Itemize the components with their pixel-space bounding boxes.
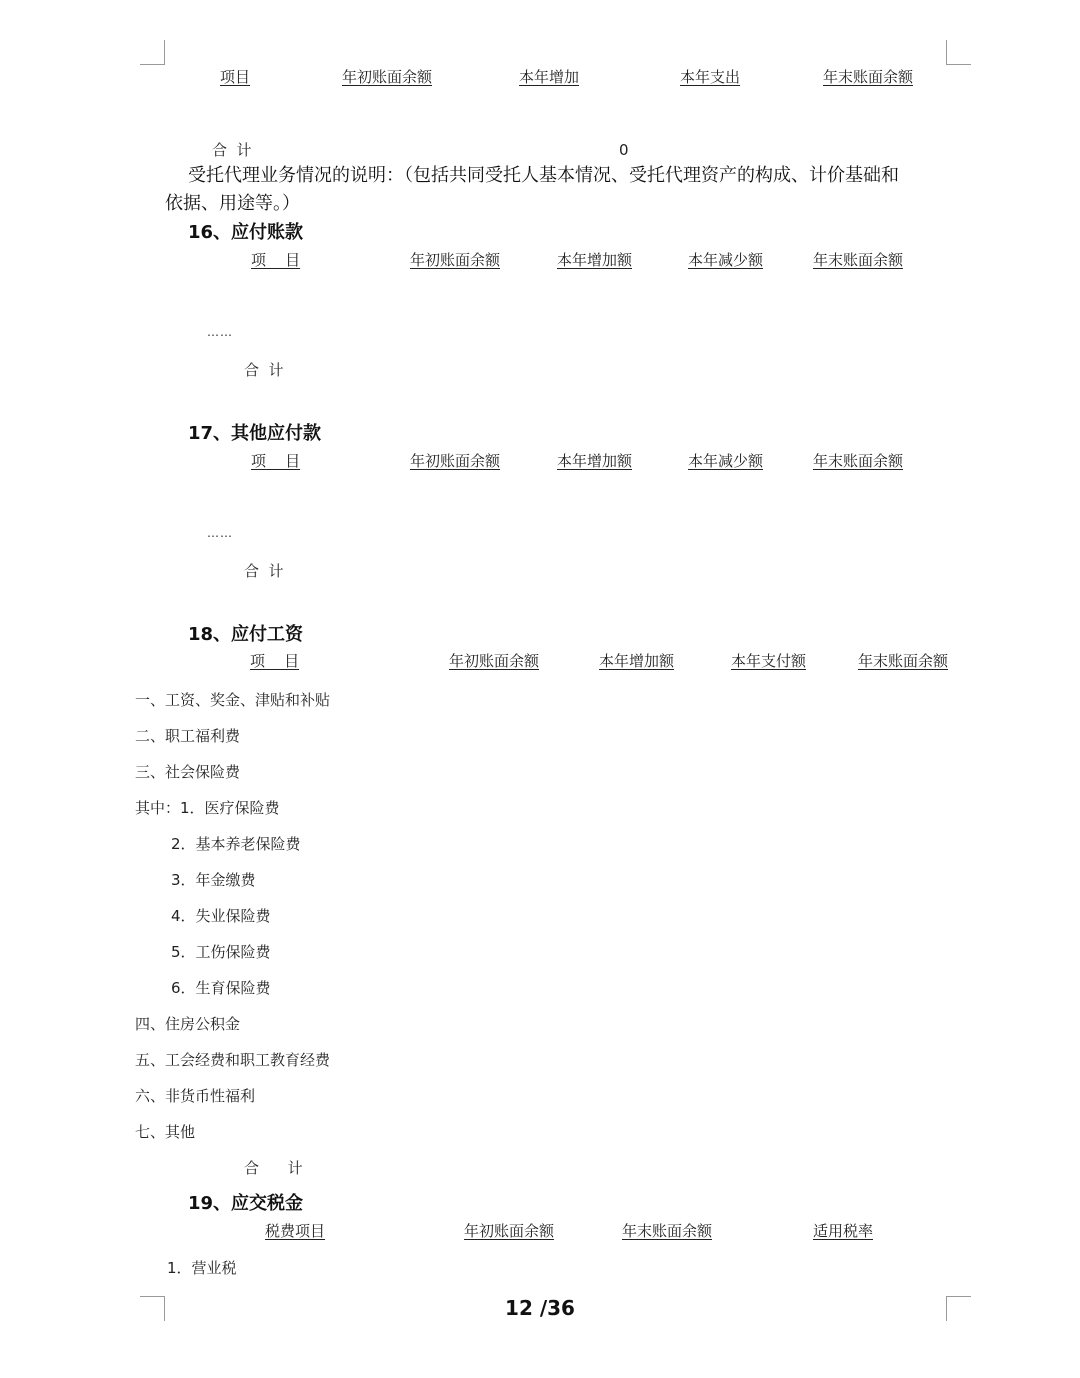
section-title: 17、其他应付款: [188, 423, 322, 444]
table-row-label: 五、工会经费和职工教育经费: [135, 1051, 331, 1069]
column-header: 年初账面余额: [410, 452, 501, 470]
table-row-label: 一、工资、奖金、津贴和补贴: [135, 691, 331, 709]
column-header: 本年减少额: [688, 251, 764, 269]
total-label: 合 计: [212, 141, 252, 159]
section-title: 19、应交税金: [188, 1193, 304, 1214]
table-row-label: 1．营业税: [167, 1259, 237, 1277]
total-value: 0: [619, 141, 629, 159]
table-row-label: 5．工伤保险费: [171, 943, 271, 961]
total-label: 合 计: [244, 361, 284, 379]
column-header: 本年增加额: [557, 452, 633, 470]
section-title: 16、应付账款: [188, 222, 304, 243]
ellipsis: ……: [207, 526, 233, 540]
table-row-label: 3．年金缴费: [171, 871, 256, 889]
table-row-label: 2．基本养老保险费: [171, 835, 301, 853]
column-header: 年末账面余额: [858, 652, 949, 670]
note-line: 依据、用途等。）: [165, 193, 300, 214]
column-header: 项 目: [251, 251, 301, 269]
table-row-label: 6．生育保险费: [171, 979, 271, 997]
column-header: 年末账面余额: [622, 1222, 713, 1240]
column-header: 税费项目: [265, 1222, 326, 1240]
column-header: 本年减少额: [688, 452, 764, 470]
crop-mark-top-left: [140, 40, 165, 65]
column-header: 项目: [220, 68, 251, 86]
note-line: 受托代理业务情况的说明：（包括共同受托人基本情况、受托代理资产的构成、计价基础和: [188, 165, 899, 186]
column-header: 年初账面余额: [342, 68, 433, 86]
column-header: 本年增加额: [599, 652, 675, 670]
column-header: 年初账面余额: [410, 251, 501, 269]
column-header: 本年支出: [680, 68, 741, 86]
table-row-label: 四、住房公积金: [135, 1015, 241, 1033]
total-label: 合 计: [244, 562, 284, 580]
column-header: 年末账面余额: [813, 251, 904, 269]
column-header: 项 目: [251, 452, 301, 470]
crop-mark-top-right: [946, 40, 971, 65]
section-title: 18、应付工资: [188, 624, 304, 645]
table-row-label: 其中：1．医疗保险费: [135, 799, 280, 817]
column-header: 本年增加: [519, 68, 580, 86]
column-header: 年初账面余额: [449, 652, 540, 670]
table-row-label: 三、社会保险费: [135, 763, 241, 781]
column-header: 适用税率: [813, 1222, 874, 1240]
table-row-label: 七、其他: [135, 1123, 196, 1141]
column-header: 年初账面余额: [464, 1222, 555, 1240]
table-row-label: 六、非货币性福利: [135, 1087, 256, 1105]
column-header: 本年支付额: [731, 652, 807, 670]
page-number: 12 /36: [505, 1296, 575, 1320]
column-header: 项 目: [250, 652, 300, 670]
column-header: 本年增加额: [557, 251, 633, 269]
column-header: 年末账面余额: [823, 68, 914, 86]
table-row-label: 4．失业保险费: [171, 907, 271, 925]
column-header: 年末账面余额: [813, 452, 904, 470]
total-label: 合 计: [244, 1159, 303, 1177]
ellipsis: ……: [207, 325, 233, 339]
table-row-label: 二、职工福利费: [135, 727, 241, 745]
